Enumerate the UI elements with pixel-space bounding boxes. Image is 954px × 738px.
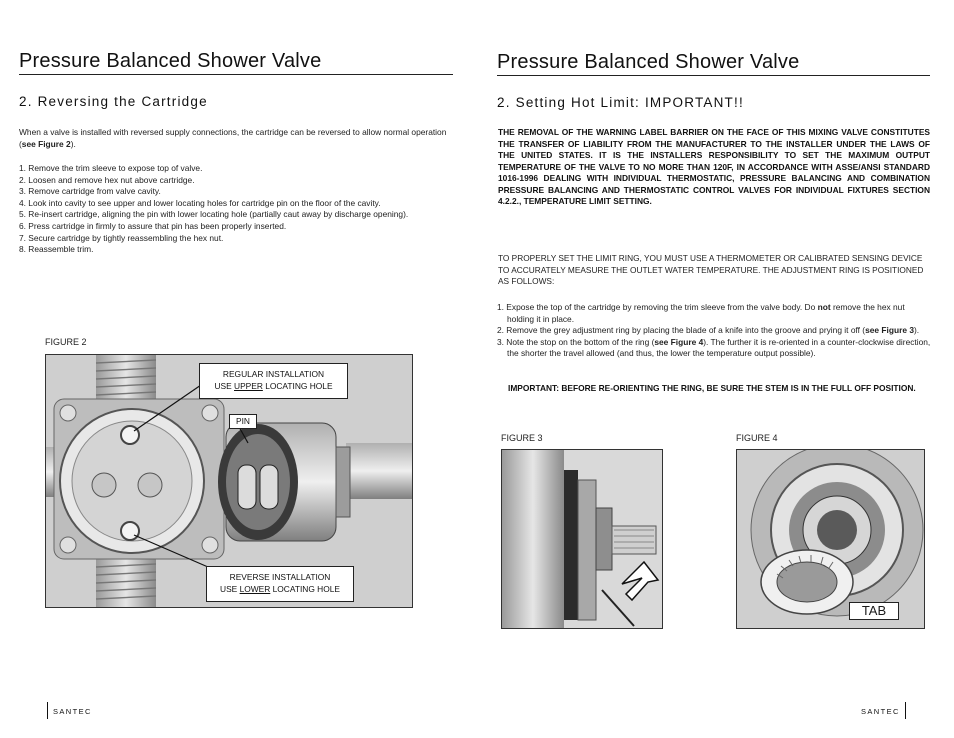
liability-warning: THE REMOVAL OF THE WARNING LABEL BARRIER ON THE FACE OF THIS MIXING VALVE CONSTITUTES THE TRANSFER OF LIABILITY FROM THE MANUFACTURER TO THE INSTALLER UNDER THE LAWS OF THE UNITED STATES. IT IS THE INSTALLERS RESPONSIBILITY TO SET THE MAXIMUM OUTPUT TEMPERATURE OF THE VALVE TO NO MORE THAN 120F, IN ACCORDANCE WITH ASSE/ANSI STANDARD 1016-1996 DEALING WITH INDIVIDUAL THERMOSTATIC, PRESSURE BALANCING AND COMBINATION PRESSURE BALANCING AND THERMOSTATIC CONTROL VALVES FOR INDIVIDUAL FIXTURES SECTION 4.2.2., TEMPERATURE LIMIT SETTING. [498,127,930,206]
see-figure-4-ref: see Figure 4 [654,336,704,347]
list-item: 1. Expose the top of the cartridge by removing the trim sleeve from the valve body. Do not remove the hex nut holding it in place. [497,302,905,324]
list-item: 3. Remove cartridge from valve cavity. [19,186,161,197]
right-steps-list [497,302,931,360]
figure-3-label: FIGURE 3 [501,433,543,443]
not-emphasis: not [817,302,831,312]
list-item: 2. Loosen and remove hex nut above cartridge. [19,174,195,185]
figure-3-photo [501,449,663,629]
callout-lower-title: REVERSE INSTALLATION [229,572,331,582]
upper-word: UPPER [234,381,263,391]
figure-2-label: FIGURE 2 [45,337,87,347]
right-footer-rule [905,702,906,719]
regular-installation-callout [199,363,348,399]
left-section-heading: 2. Reversing the Cartridge [19,94,208,109]
cartridge-side-illustration [502,450,662,628]
callout-lower-detail: USE LOWER LOCATING HOLE [220,584,340,594]
lower-word: LOWER [239,584,271,594]
list-item: 5. Re-insert cartridge, aligning the pin with lower locating hole (partially caut away by discharge opening). [19,209,409,220]
left-footer-rule [47,702,48,719]
figure-4-photo [736,449,925,629]
left-page-title: Pressure Balanced Shower Valve [19,50,453,75]
pin-callout: PIN [229,414,257,429]
list-item: 2. Remove the grey adjustment ring by placing the blade of a knife into the groove and prying it off (see Figure 3). [497,325,920,336]
figure-4-label: FIGURE 4 [736,433,778,443]
list-item: 6. Press cartridge in firmly to assure that pin has been properly inserted. [19,220,287,231]
important-note: IMPORTANT: BEFORE RE-ORIENTING THE RING, BE SURE THE STEM IS IN THE FULL OFF POSITION. [508,383,916,393]
left-intro-paragraph [19,127,455,150]
figure-2-photo [45,354,413,608]
see-figure-3-ref: see Figure 3 [865,325,914,336]
left-footer-brand: SANTEC [53,707,92,716]
callout-upper-title: REGULAR INSTALLATION [222,369,325,379]
reverse-installation-callout [206,566,354,602]
left-intro-end: ). [70,138,76,149]
see-figure-2-ref: see Figure 2 [21,138,71,149]
left-intro-text: When a valve is installed with reversed supply connections, the cartridge can be reversed to allow normal operation ( [19,127,447,149]
right-page-title: Pressure Balanced Shower Valve [497,51,930,76]
list-item: 1. Remove the trim sleeve to expose top of valve. [19,163,203,173]
callout-upper-detail: USE UPPER LOCATING HOLE [214,381,333,391]
left-steps-list [19,163,459,256]
right-section-heading: 2. Setting Hot Limit: IMPORTANT!! [497,95,744,110]
tab-label: TAB [849,602,899,620]
list-item: 4. Look into cavity to see upper and lower locating holes for cartridge pin on the floor of the cavity. [19,197,381,208]
right-footer-brand: SANTEC [861,707,900,716]
list-item: 3. Note the stop on the bottom of the ring (see Figure 4). The further it is re-oriented in a counter-clockwise direction, the shorter the travel allowed (and thus, the lower the temperature output possible). [497,336,931,359]
list-item: 8. Reassemble trim. [19,244,94,255]
list-item: 7. Secure cartridge by tightly reassembling the hex nut. [19,232,224,243]
limit-ring-intro: TO PROPERLY SET THE LIMIT RING, YOU MUST USE A THERMOMETER OR CALIBRATED SENSING DEVICE TO ACCURATELY MEASURE THE OUTLET WATER TEMPERATURE. THE ADJUSTMENT RING IS POSITIONED AS FOLLOWS: [498,253,924,287]
